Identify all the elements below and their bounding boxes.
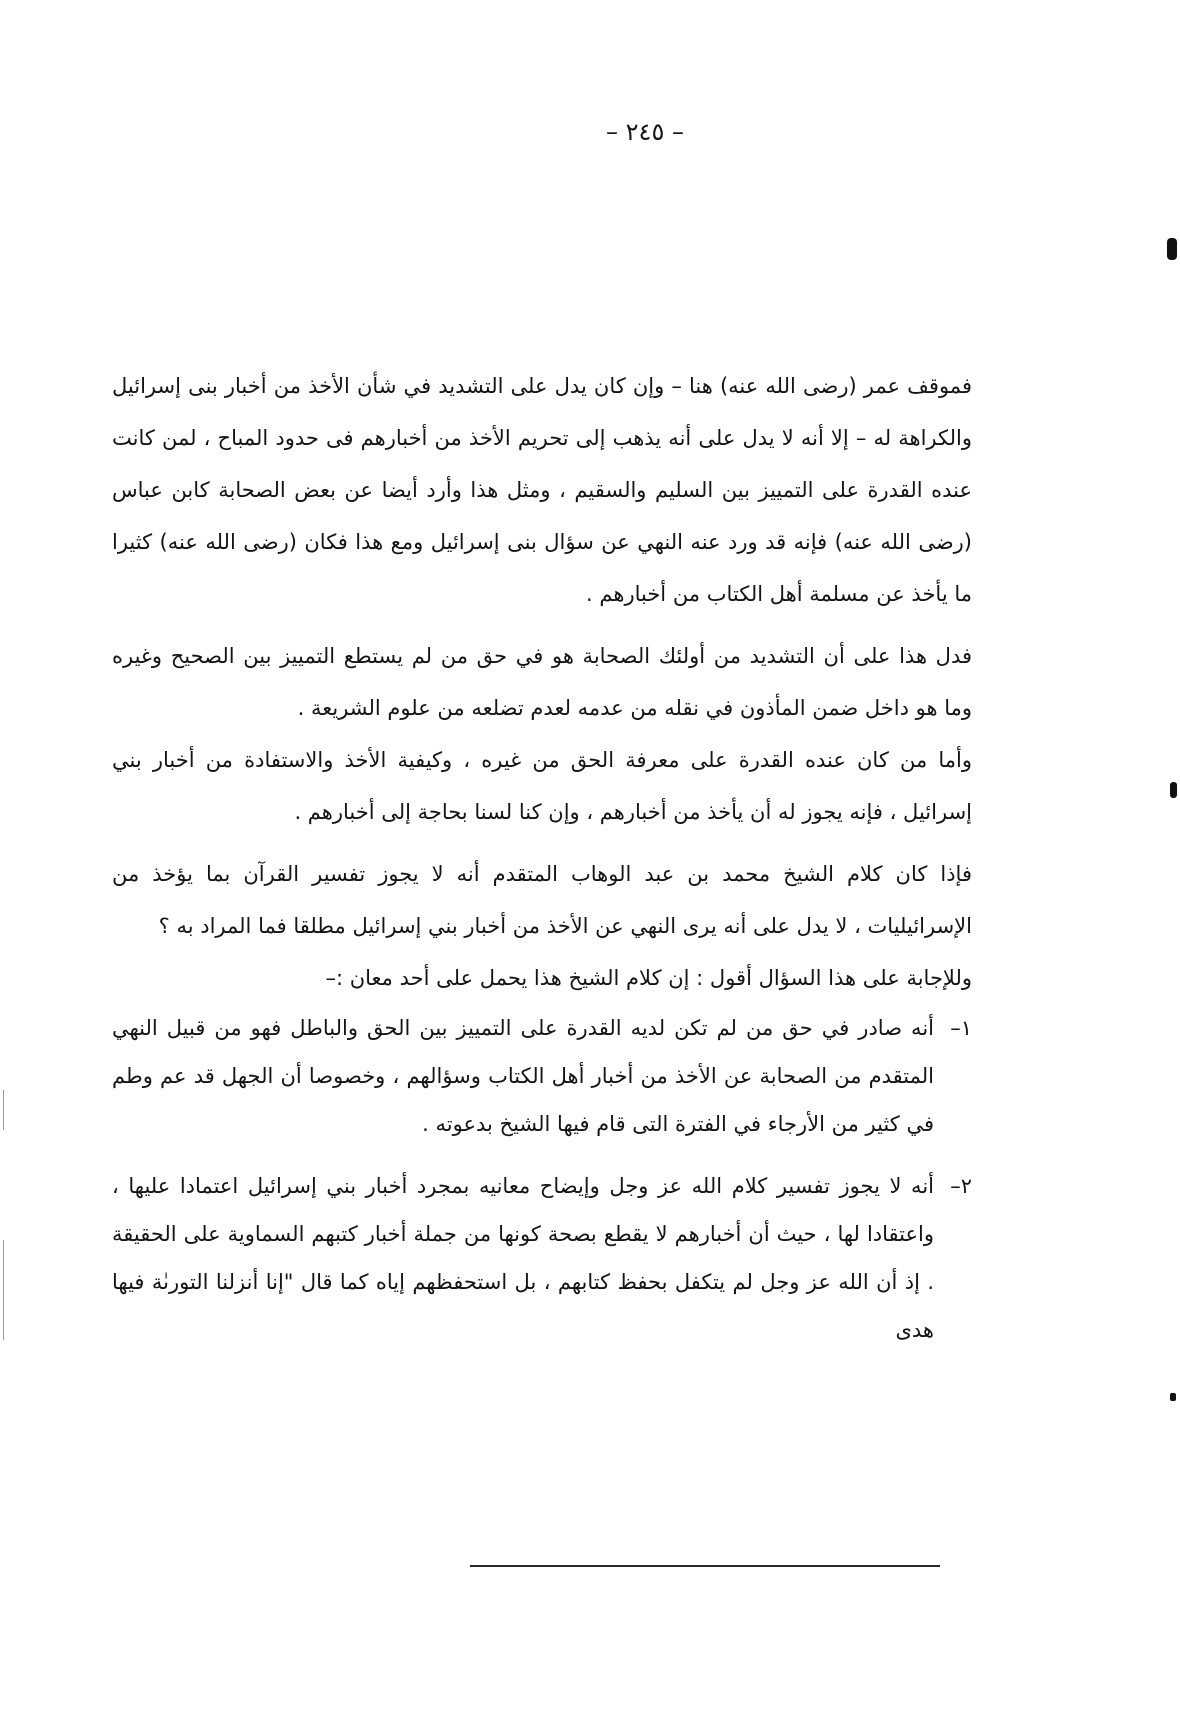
list-number: ٢– bbox=[950, 1174, 972, 1198]
paragraph-1: فموقف عمر (رضى الله عنه) هنا – وإن كان يدل على التشديد في شأن الأخذ من أخبار بنى إسرائيل والكراهة له – إلا أنه لا يدل على أنه يذهب إلى تحريم الأخذ من أخبارهم فى حدود المباح ، لمن كانت عنده القدرة على التمييز بين السليم والسقيم ، ومثل هذا وأرد أيضا عن بعض الصحابة كابن عباس (رضى الله عنه) فإنه قد ورد عنه النهي عن سؤال بنى إسرائيل ومع هذا فكان (رضى الله عنه) كثيرا ما يأخذ عن مسلمة أهل الكتاب من أخبارهم . bbox=[112, 374, 972, 606]
list-item-text: أنه صادر في حق من لم تكن لديه القدرة على التمييز بين الحق والباطل فهو من قبيل النهي المتقدم من الصحابة عن الأخذ من أخبار أهل الكتاب وسؤالهم ، وخصوصا أن الجهل قد عم وطم في كثير من الأرجاء في الفترة التى قام فيها الشيخ بدعوته . bbox=[112, 1016, 934, 1136]
page-number: – ٢٤٥ – bbox=[606, 118, 684, 146]
list-item-1 bbox=[112, 1004, 972, 1148]
paragraph-5: وللإجابة على هذا السؤال أقول : إن كلام الشيخ هذا يحمل على أحد معان :– bbox=[325, 966, 972, 990]
list-item-text: أنه لا يجوز تفسير كلام الله عز وجل وإيضاح معانيه بمجرد أخبار بني إسرائيل اعتمادا عليها ، واعتقادا لها ، حيث أن أخبارهم لا يقطع بصحة كونها من جملة أخبار كتبهم السماوية على الحقيقة . إذ أن الله عز وجل لم يتكفل بحفظ كتابهم ، بل استحفظهم إياه كما قال "إنا أنزلنا التورىٰة فيها هدى bbox=[112, 1174, 934, 1342]
footnote-divider bbox=[470, 1565, 940, 1567]
margin-line bbox=[3, 1090, 4, 1130]
list-number: ١– bbox=[950, 1016, 972, 1040]
scan-artifact bbox=[1170, 782, 1177, 798]
scan-artifact bbox=[1167, 238, 1177, 260]
paragraph-3: وأما من كان عنده القدرة على معرفة الحق من غيره ، وكيفية الأخذ والاستفادة من أخبار بني إسرائيل ، فإنه يجوز له أن يأخذ من أخبارهم ، وإن كنا لسنا بحاجة إلى أخبارهم . bbox=[112, 748, 972, 824]
paragraph-4: فإذا كان كلام الشيخ محمد بن عبد الوهاب المتقدم أنه لا يجوز تفسير القرآن بما يؤخذ من الإسرائيليات ، لا يدل على أنه يرى النهي عن الأخذ من أخبار بني إسرائيل مطلقا فما المراد به ؟ bbox=[112, 862, 972, 938]
list-item-2 bbox=[112, 1162, 972, 1354]
body-text bbox=[112, 360, 972, 1354]
paragraph-2: فدل هذا على أن التشديد من أولئك الصحابة هو في حق من لم يستطع التمييز بين الصحيح وغيره وما هو داخل ضمن المأذون في نقله من عدمه لعدم تضلعه من علوم الشريعة . bbox=[112, 644, 972, 720]
margin-line bbox=[3, 1240, 4, 1340]
scan-artifact bbox=[1170, 1393, 1176, 1401]
